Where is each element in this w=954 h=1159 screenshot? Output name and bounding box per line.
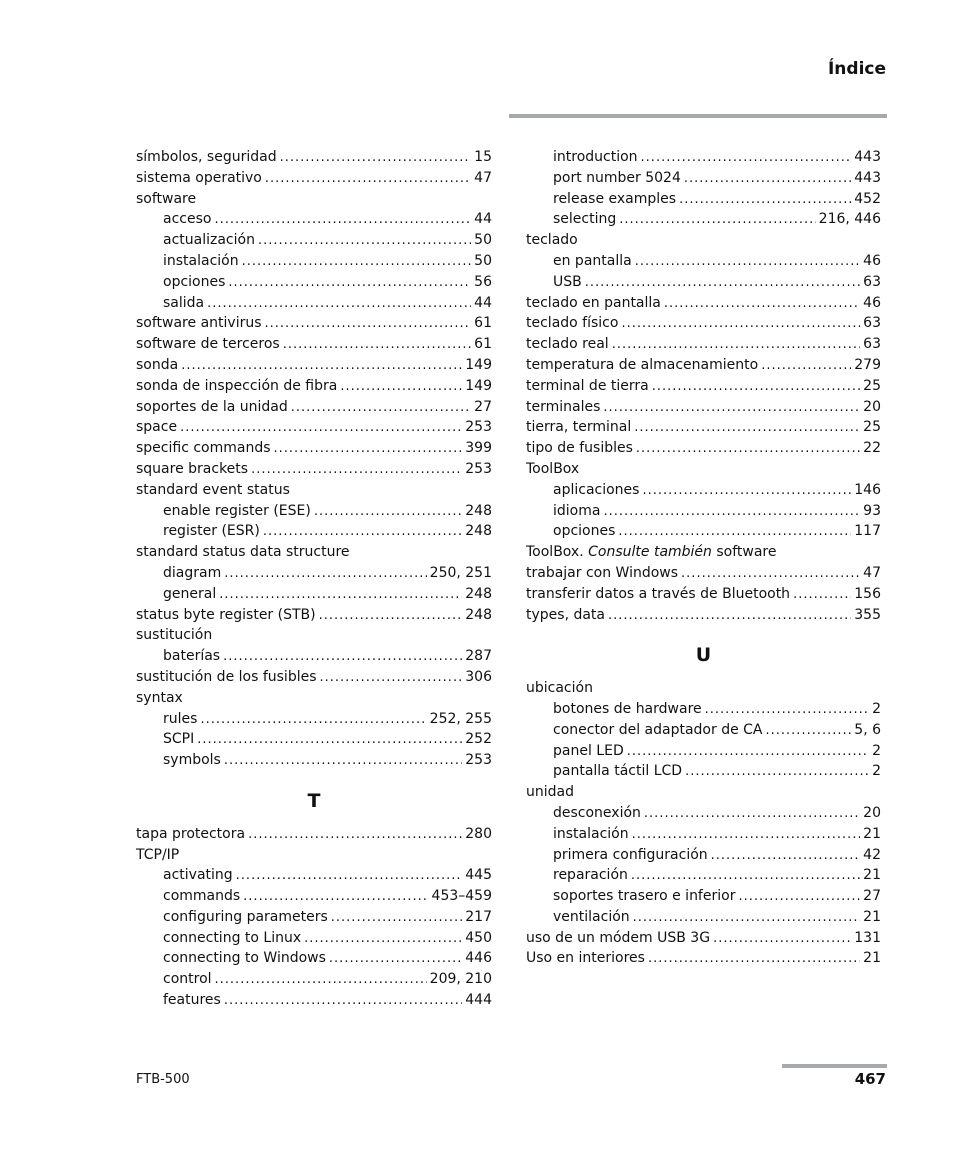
page-reference: 46 bbox=[863, 252, 881, 269]
index-entry bbox=[526, 313, 881, 334]
index-entry bbox=[526, 948, 881, 969]
index-entry bbox=[526, 334, 881, 355]
dot-leader bbox=[291, 398, 471, 419]
index-entry bbox=[136, 667, 492, 688]
page-reference: 15 bbox=[474, 149, 492, 165]
index-subentry bbox=[136, 907, 492, 928]
page-reference: 279 bbox=[854, 356, 881, 373]
index-subentry bbox=[526, 907, 881, 928]
footer-product-name: FTB-500 bbox=[136, 1072, 190, 1087]
dot-leader bbox=[320, 668, 463, 689]
page-reference: 50 bbox=[474, 252, 492, 269]
page-reference: 287 bbox=[465, 648, 492, 665]
index-term: tipo de fusibles bbox=[526, 440, 633, 457]
page-reference: 25 bbox=[863, 419, 881, 436]
dot-leader bbox=[224, 751, 462, 772]
page-reference: 21 bbox=[863, 867, 881, 884]
index-subentry bbox=[526, 480, 881, 501]
dot-leader bbox=[603, 502, 860, 523]
footer-page-number: 467 bbox=[854, 1070, 886, 1088]
page-reference: 452 bbox=[854, 190, 881, 207]
index-entry bbox=[526, 397, 881, 418]
index-term: space bbox=[136, 419, 178, 436]
page-reference: 252, 255 bbox=[429, 710, 492, 727]
dot-leader bbox=[603, 398, 860, 419]
index-entry bbox=[136, 480, 492, 501]
index-entry bbox=[526, 459, 881, 480]
index-term: aplicaciones bbox=[553, 481, 640, 498]
index-term: teclado físico bbox=[526, 315, 619, 332]
page-reference: 25 bbox=[863, 377, 881, 394]
page-reference: 355 bbox=[854, 606, 881, 623]
page-reference: 248 bbox=[465, 502, 492, 519]
index-term: terminales bbox=[526, 398, 601, 415]
dot-leader bbox=[280, 148, 472, 169]
dot-leader bbox=[283, 335, 471, 356]
index-entry bbox=[526, 605, 881, 626]
index-subentry bbox=[526, 272, 881, 293]
index-term: connecting to Windows bbox=[163, 950, 326, 967]
index-entry bbox=[526, 678, 881, 699]
dot-leader bbox=[648, 949, 860, 970]
index-term: port number 5024 bbox=[553, 169, 681, 186]
index-term: standard status data structure bbox=[136, 544, 350, 561]
index-term: standard event status bbox=[136, 481, 290, 498]
index-term-text: ToolBox. bbox=[526, 544, 584, 561]
page-reference: 42 bbox=[863, 846, 881, 863]
index-subentry bbox=[526, 168, 881, 189]
dot-leader bbox=[636, 439, 860, 460]
page-reference: 27 bbox=[863, 888, 881, 905]
index-term: rules bbox=[163, 710, 198, 727]
index-term: release examples bbox=[553, 190, 677, 207]
index-subentry bbox=[526, 761, 881, 782]
page-reference: 443 bbox=[854, 169, 881, 186]
dot-leader bbox=[761, 356, 851, 377]
page-reference: 2 bbox=[872, 763, 881, 780]
page-reference: 2 bbox=[872, 700, 881, 717]
index-subentry bbox=[526, 147, 881, 168]
index-entry bbox=[136, 355, 492, 376]
index-entry bbox=[136, 417, 492, 438]
index-term: commands bbox=[163, 888, 241, 905]
index-subentry bbox=[136, 230, 492, 251]
index-term: ToolBox bbox=[526, 460, 580, 477]
dot-leader bbox=[711, 846, 861, 867]
dot-leader bbox=[627, 742, 869, 763]
index-entry bbox=[136, 845, 492, 866]
index-term: desconexión bbox=[553, 804, 641, 821]
index-subentry bbox=[136, 709, 492, 730]
page-reference: 443 bbox=[854, 149, 881, 165]
dot-leader bbox=[236, 866, 463, 887]
page-reference: 21 bbox=[863, 825, 881, 842]
index-term: terminal de tierra bbox=[526, 377, 649, 394]
dot-leader bbox=[207, 294, 471, 315]
dot-leader bbox=[219, 585, 462, 606]
index-letter-heading: T bbox=[307, 789, 321, 812]
index-term: botones de hardware bbox=[553, 700, 702, 717]
index-term: specific commands bbox=[136, 440, 271, 457]
see-also-label: Consulte también bbox=[588, 544, 712, 561]
page-reference: 44 bbox=[474, 294, 492, 311]
index-subentry bbox=[526, 741, 881, 762]
index-entry bbox=[526, 928, 881, 949]
index-term: teclado real bbox=[526, 336, 609, 353]
index-term: sustitución bbox=[136, 627, 213, 644]
index-term: ventilación bbox=[553, 908, 630, 925]
index-entry bbox=[136, 459, 492, 480]
dot-leader bbox=[634, 418, 860, 439]
index-subentry bbox=[136, 729, 492, 750]
dot-leader bbox=[612, 335, 860, 356]
index-term: sistema operativo bbox=[136, 169, 262, 186]
index-entry bbox=[136, 189, 492, 210]
page-reference: 61 bbox=[474, 336, 492, 353]
index-term: actualización bbox=[163, 232, 255, 249]
index-subentry bbox=[136, 750, 492, 771]
index-term: reparación bbox=[553, 867, 628, 884]
index-term: unidad bbox=[526, 784, 574, 801]
index-term: transferir datos a través de Bluetooth bbox=[526, 585, 791, 602]
page-reference: 444 bbox=[465, 992, 492, 1009]
page-reference: 117 bbox=[854, 523, 881, 540]
index-term: introduction bbox=[553, 149, 638, 165]
dot-leader bbox=[652, 377, 860, 398]
dot-leader bbox=[314, 502, 462, 523]
index-term: teclado en pantalla bbox=[526, 294, 661, 311]
page-reference: 216, 446 bbox=[818, 211, 881, 228]
index-entry bbox=[136, 397, 492, 418]
page-reference: 217 bbox=[465, 908, 492, 925]
index-subentry bbox=[136, 272, 492, 293]
page-reference: 20 bbox=[863, 804, 881, 821]
index-term: tierra, terminal bbox=[526, 419, 632, 436]
index-subentry bbox=[136, 251, 492, 272]
index-subentry bbox=[526, 803, 881, 824]
index-term: register (ESR) bbox=[163, 523, 260, 540]
index-term: primera configuración bbox=[553, 846, 708, 863]
index-term: instalación bbox=[163, 252, 239, 269]
index-subentry bbox=[136, 584, 492, 605]
page-reference: 131 bbox=[854, 929, 881, 946]
page-reference: 209, 210 bbox=[429, 971, 492, 988]
dot-leader bbox=[619, 210, 815, 231]
dot-leader bbox=[180, 418, 462, 439]
index-subentry bbox=[526, 209, 881, 230]
page-reference: 248 bbox=[465, 523, 492, 540]
index-subentry bbox=[526, 886, 881, 907]
dot-leader bbox=[223, 647, 462, 668]
page-reference: 27 bbox=[474, 398, 492, 415]
index-term: software bbox=[136, 190, 197, 207]
index-subentry bbox=[136, 293, 492, 314]
index-subentry bbox=[136, 865, 492, 886]
page-reference: 61 bbox=[474, 315, 492, 332]
index-term: idioma bbox=[553, 502, 601, 519]
index-term: teclado bbox=[526, 232, 578, 249]
page-reference: 399 bbox=[465, 440, 492, 457]
index-entry bbox=[526, 230, 881, 251]
page-reference: 22 bbox=[863, 440, 881, 457]
index-entry bbox=[526, 563, 881, 584]
see-also-target: software bbox=[716, 544, 777, 561]
page-reference: 2 bbox=[872, 742, 881, 759]
dot-leader bbox=[331, 908, 462, 929]
index-term: salida bbox=[163, 294, 205, 311]
header-divider bbox=[509, 114, 887, 118]
page-reference: 20 bbox=[863, 398, 881, 415]
index-term: control bbox=[163, 971, 212, 988]
dot-leader bbox=[738, 887, 860, 908]
dot-leader bbox=[793, 585, 851, 606]
page-reference: 156 bbox=[854, 585, 881, 602]
page-reference: 445 bbox=[465, 867, 492, 884]
index-entry bbox=[136, 376, 492, 397]
dot-leader bbox=[608, 606, 851, 627]
dot-leader bbox=[585, 273, 860, 294]
dot-leader bbox=[766, 721, 852, 742]
index-entry bbox=[136, 334, 492, 355]
index-term: baterías bbox=[163, 648, 221, 665]
index-subentry bbox=[136, 969, 492, 990]
dot-leader bbox=[705, 700, 869, 721]
index-term: en pantalla bbox=[553, 252, 632, 269]
dot-leader bbox=[644, 804, 860, 825]
page-reference: 50 bbox=[474, 232, 492, 249]
index-entry bbox=[526, 376, 881, 397]
index-entry bbox=[526, 438, 881, 459]
page-reference: 253 bbox=[465, 752, 492, 769]
index-subentry bbox=[136, 521, 492, 542]
index-subentry bbox=[136, 948, 492, 969]
page-reference: 46 bbox=[863, 294, 881, 311]
index-term: símbolos, seguridad bbox=[136, 149, 277, 165]
index-term: activating bbox=[163, 867, 233, 884]
index-entry bbox=[526, 584, 881, 605]
index-subentry bbox=[526, 251, 881, 272]
dot-leader bbox=[224, 991, 462, 1012]
dot-leader bbox=[340, 377, 462, 398]
page-reference: 453–459 bbox=[431, 888, 492, 905]
dot-leader bbox=[197, 730, 462, 751]
index-subentry bbox=[526, 845, 881, 866]
dot-leader bbox=[224, 564, 426, 585]
index-term: enable register (ESE) bbox=[163, 502, 311, 519]
dot-leader bbox=[618, 522, 851, 543]
dot-leader bbox=[633, 908, 861, 929]
index-term: instalación bbox=[553, 825, 629, 842]
page-reference: 93 bbox=[863, 502, 881, 519]
page-reference: 446 bbox=[465, 950, 492, 967]
index-column-right bbox=[526, 147, 881, 969]
index-term: soportes de la unidad bbox=[136, 398, 288, 415]
page-reference: 306 bbox=[465, 668, 492, 685]
index-entry bbox=[136, 625, 492, 646]
index-term: conector del adaptador de CA bbox=[553, 721, 763, 738]
index-entry bbox=[136, 824, 492, 845]
index-entry bbox=[136, 542, 492, 563]
page-reference: 21 bbox=[863, 950, 881, 967]
index-entry bbox=[136, 313, 492, 334]
page-reference: 248 bbox=[465, 606, 492, 623]
index-term: temperatura de almacenamiento bbox=[526, 356, 759, 373]
index-entry bbox=[526, 542, 881, 563]
index-term: status byte register (STB) bbox=[136, 606, 316, 623]
index-term: trabajar con Windows bbox=[526, 564, 679, 581]
index-term: diagram bbox=[163, 564, 222, 581]
index-entry bbox=[526, 782, 881, 803]
index-term: configuring parameters bbox=[163, 908, 328, 925]
dot-leader bbox=[181, 356, 462, 377]
index-term: opciones bbox=[553, 523, 616, 540]
index-subentry bbox=[136, 886, 492, 907]
page-reference: 253 bbox=[465, 419, 492, 436]
page-reference: 280 bbox=[465, 825, 492, 842]
dot-leader bbox=[684, 169, 851, 190]
index-subentry bbox=[136, 501, 492, 522]
dot-leader bbox=[248, 825, 462, 846]
index-term: soportes trasero e inferior bbox=[553, 888, 736, 905]
dot-leader bbox=[228, 273, 471, 294]
dot-leader bbox=[263, 522, 462, 543]
index-term: Uso en interiores bbox=[526, 950, 645, 967]
page-reference: 146 bbox=[854, 481, 881, 498]
index-term: USB bbox=[553, 273, 582, 290]
index-term: sonda de inspección de fibra bbox=[136, 377, 338, 394]
dot-leader bbox=[632, 825, 861, 846]
page-reference: 47 bbox=[474, 169, 492, 186]
dot-leader bbox=[215, 970, 427, 991]
page-reference: 5, 6 bbox=[854, 721, 881, 738]
index-subentry bbox=[526, 699, 881, 720]
page-reference: 252 bbox=[465, 731, 492, 748]
page-reference: 56 bbox=[474, 273, 492, 290]
index-term: TCP/IP bbox=[136, 846, 180, 863]
dot-leader bbox=[681, 564, 860, 585]
dot-leader bbox=[631, 866, 860, 887]
index-entry bbox=[526, 355, 881, 376]
dot-leader bbox=[664, 294, 860, 315]
dot-leader bbox=[329, 949, 462, 970]
index-subentry bbox=[136, 563, 492, 584]
dot-leader bbox=[242, 252, 472, 273]
dot-leader bbox=[265, 314, 472, 335]
index-term: features bbox=[163, 992, 221, 1009]
page-reference: 63 bbox=[863, 336, 881, 353]
page-reference: 250, 251 bbox=[429, 564, 492, 581]
index-term: opciones bbox=[163, 273, 226, 290]
dot-leader bbox=[214, 210, 471, 231]
index-term: software antivirus bbox=[136, 315, 262, 332]
index-entry bbox=[526, 293, 881, 314]
index-term: pantalla táctil LCD bbox=[553, 763, 683, 780]
page-reference: 149 bbox=[465, 377, 492, 394]
index-subentry bbox=[136, 928, 492, 949]
index-term: square brackets bbox=[136, 460, 249, 477]
index-column-left bbox=[136, 147, 492, 1011]
dot-leader bbox=[713, 929, 851, 950]
page-reference: 149 bbox=[465, 356, 492, 373]
dot-leader bbox=[258, 231, 471, 252]
index-subentry bbox=[136, 646, 492, 667]
dot-leader bbox=[304, 929, 462, 950]
index-term: types, data bbox=[526, 606, 606, 623]
index-term: SCPI bbox=[163, 731, 195, 748]
index-entry bbox=[136, 168, 492, 189]
index-term: syntax bbox=[136, 689, 183, 706]
page-reference: 450 bbox=[465, 929, 492, 946]
page-reference: 253 bbox=[465, 460, 492, 477]
index-entry bbox=[136, 438, 492, 459]
index-subentry bbox=[136, 990, 492, 1011]
index-subentry bbox=[526, 521, 881, 542]
dot-leader bbox=[243, 887, 428, 908]
index-letter-heading: U bbox=[695, 644, 712, 667]
dot-leader bbox=[642, 481, 851, 502]
dot-leader bbox=[685, 762, 869, 783]
index-entry bbox=[136, 605, 492, 626]
page-reference: 47 bbox=[863, 564, 881, 581]
index-term: ubicación bbox=[526, 680, 593, 697]
index-entry bbox=[526, 417, 881, 438]
index-term: panel LED bbox=[553, 742, 624, 759]
page-reference: 63 bbox=[863, 315, 881, 332]
dot-leader bbox=[641, 148, 852, 169]
index-term: software de terceros bbox=[136, 336, 280, 353]
index-term: sonda bbox=[136, 356, 179, 373]
dot-leader bbox=[635, 252, 860, 273]
index-subentry bbox=[526, 824, 881, 845]
index-subentry bbox=[136, 209, 492, 230]
index-subentry bbox=[526, 865, 881, 886]
index-entry bbox=[136, 688, 492, 709]
page-reference: 21 bbox=[863, 908, 881, 925]
index-subentry bbox=[526, 720, 881, 741]
page-header-title: Índice bbox=[827, 59, 886, 79]
index-entry bbox=[136, 147, 492, 168]
index-term: general bbox=[163, 585, 217, 602]
index-term: tapa protectora bbox=[136, 825, 246, 842]
index-subentry bbox=[526, 501, 881, 522]
index-term: symbols bbox=[163, 752, 221, 769]
index-term bbox=[526, 542, 777, 563]
index-term: acceso bbox=[163, 211, 212, 228]
dot-leader bbox=[265, 169, 471, 190]
index-subentry bbox=[526, 189, 881, 210]
index-term: uso de un módem USB 3G bbox=[526, 929, 711, 946]
dot-leader bbox=[319, 606, 463, 627]
page-reference: 63 bbox=[863, 273, 881, 290]
page-reference: 248 bbox=[465, 585, 492, 602]
dot-leader bbox=[251, 460, 462, 481]
dot-leader bbox=[621, 314, 860, 335]
page-reference: 44 bbox=[474, 211, 492, 228]
index-term: sustitución de los fusibles bbox=[136, 668, 317, 685]
dot-leader bbox=[200, 710, 426, 731]
dot-leader bbox=[274, 439, 463, 460]
index-term: connecting to Linux bbox=[163, 929, 302, 946]
index-term: selecting bbox=[553, 211, 617, 228]
dot-leader bbox=[679, 190, 851, 211]
